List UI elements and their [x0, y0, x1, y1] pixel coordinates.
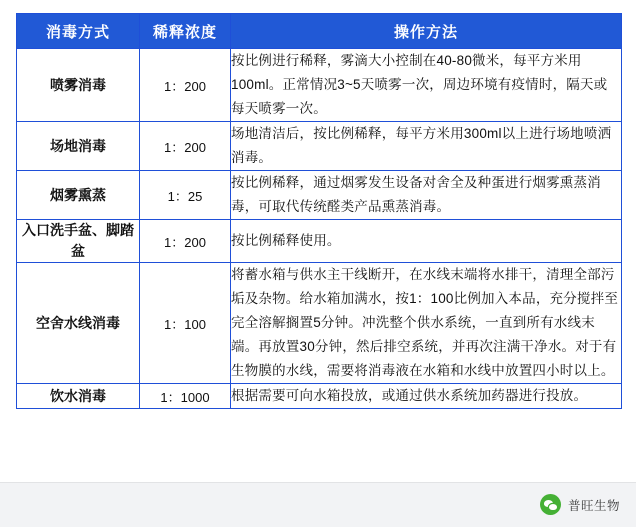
table-body	[17, 49, 622, 409]
cell-concentration: 1：200	[140, 122, 231, 171]
table-row	[17, 263, 622, 384]
footer-bar	[0, 482, 636, 527]
cell-concentration: 1：200	[140, 49, 231, 122]
cell-method: 空舍水线消毒	[17, 263, 140, 384]
cell-operation: 根据需要可向水箱投放，或通过供水系统加药器进行投放。	[231, 384, 622, 409]
cell-method: 场地消毒	[17, 122, 140, 171]
header-concentration: 稀释浓度	[140, 14, 231, 49]
cell-method: 饮水消毒	[17, 384, 140, 409]
cell-operation: 按比例进行稀释，雾滴大小控制在40-80微米，每平方米用100ml。正常情况3~5天喷雾一次，周边环境有疫情时，隔天或每天喷雾一次。	[231, 49, 622, 122]
table-row	[17, 49, 622, 122]
footer-account[interactable]	[540, 494, 620, 515]
cell-operation: 场地清洁后，按比例稀释，每平方米用300ml以上进行场地喷洒消毒。	[231, 122, 622, 171]
cell-method: 烟雾熏蒸	[17, 171, 140, 220]
wechat-icon	[540, 494, 561, 515]
table-header-row	[17, 14, 622, 49]
table-row	[17, 384, 622, 409]
cell-method: 喷雾消毒	[17, 49, 140, 122]
footer-account-name: 普旺生物	[567, 498, 620, 513]
table-row	[17, 171, 622, 220]
cell-operation: 按比例稀释，通过烟雾发生设备对舍全及种蛋进行烟雾熏蒸消毒，可取代传统醛类产品熏蒸消毒。	[231, 171, 622, 220]
disinfection-table	[16, 13, 622, 409]
table-row	[17, 122, 622, 171]
cell-method: 入口洗手盆、脚踏盆	[17, 220, 140, 263]
cell-concentration: 1：100	[140, 263, 231, 384]
cell-operation: 将蓄水箱与供水主干线断开，在水线末端将水排干，清理全部污垢及杂物。给水箱加满水，按1：100比例加入本品，充分搅拌至完全溶解搁置5分钟。冲洗整个供水系统，一直到所有水线末端。再放置30分钟，然后排空系统，并再次注满干净水。对于有生物膜的水线，需要将消毒液在水箱和水线中放置四小时以上。	[231, 263, 622, 384]
disinfection-table-container	[16, 13, 620, 409]
cell-concentration: 1：1000	[140, 384, 231, 409]
cell-operation: 按比例稀释使用。	[231, 220, 622, 263]
cell-concentration: 1：200	[140, 220, 231, 263]
header-method: 消毒方式	[17, 14, 140, 49]
table-header	[17, 14, 622, 49]
cell-concentration: 1：25	[140, 171, 231, 220]
table-row	[17, 220, 622, 263]
header-operation: 操作方法	[231, 14, 622, 49]
